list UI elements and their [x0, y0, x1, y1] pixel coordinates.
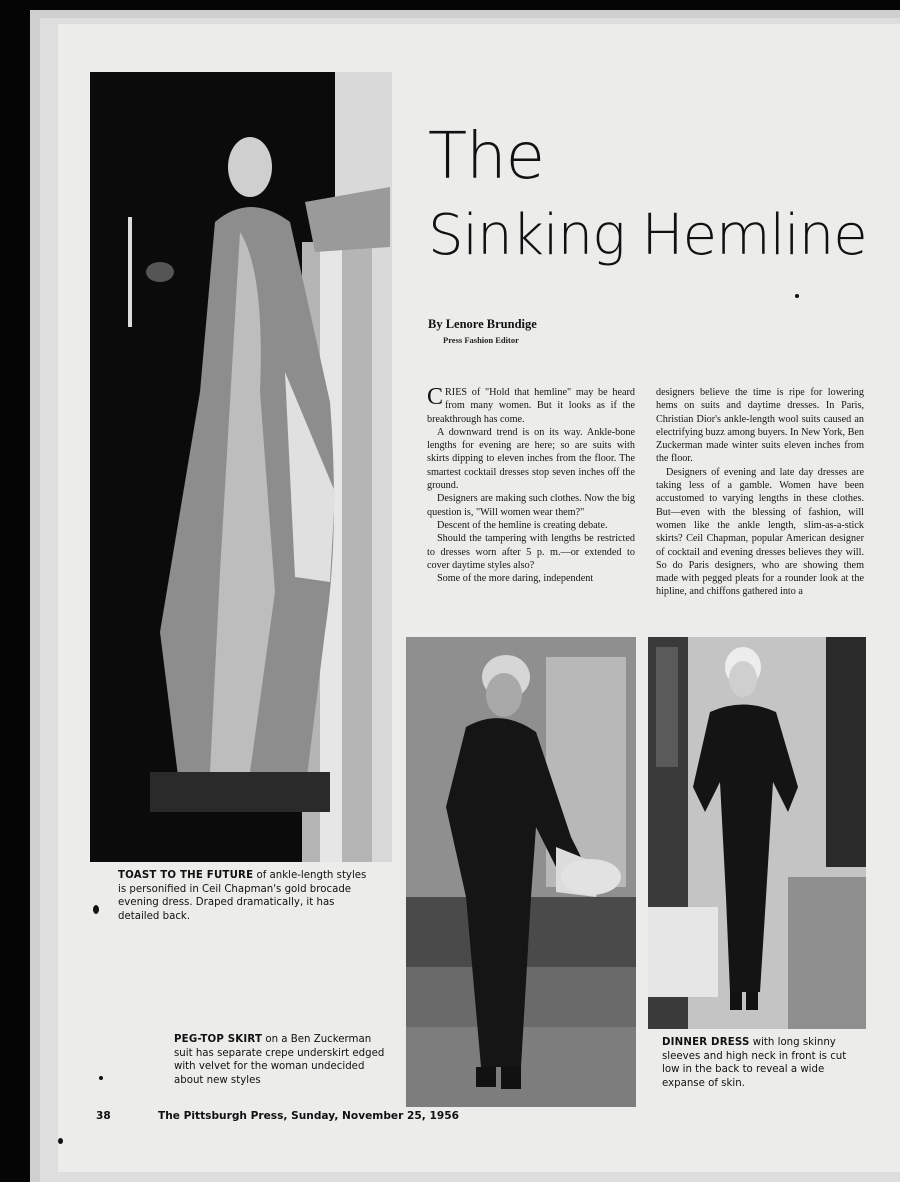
paragraph: Some of the more daring, independent: [437, 573, 594, 585]
ink-speck: [99, 1076, 103, 1080]
paragraph: Descent of the hemline is creating debate.: [437, 519, 608, 531]
caption-toast: [118, 869, 373, 923]
byline-role: Press Fashion Editor: [443, 335, 519, 345]
caption-text: on a Ben Zuckerman suit has separate crepe underskirt edged with velvet for the woman undecided about new styles: [174, 1034, 385, 1086]
caption-text: of ankle-length styles is personified in Ceil Chapman's gold brocade evening dress. Draped dramatically, it has detailed back.: [118, 870, 367, 922]
photo-dinner-dress: [648, 637, 866, 1029]
byline: By Lenore Brundige: [428, 317, 537, 331]
ink-speck: [58, 1138, 63, 1144]
photo-peg-top-skirt: [406, 637, 636, 1107]
paragraph: RIES of "Hold that hemline" may be heard from many women. But it looks as if the breakthrough has come.: [427, 387, 635, 425]
ink-speck: [93, 905, 99, 914]
page-number: 38: [96, 1110, 111, 1122]
paragraph: designers believe the time is ripe for lowering hems on suits and daytime dresses. In Paris, Christian Dior's ankle-length wool suits caused an electrifying buzz among buyers. In New York, Ben Zuckerman made winter suits eleven inches from the floor.: [656, 387, 864, 465]
drop-cap: C: [427, 384, 444, 410]
photo-evening-dress: [90, 72, 392, 862]
caption-dinner: [662, 1036, 866, 1090]
caption-text: with long skinny sleeves and high neck in front is cut low in the back to reveal a wide expanse of skin.: [662, 1037, 847, 1089]
caption-lead: DINNER DRESS: [662, 1037, 750, 1048]
article-column-2: [656, 386, 864, 599]
article-column-1: [427, 386, 635, 585]
headline-line-1: The: [428, 120, 545, 194]
caption-peg-top: [174, 1033, 392, 1087]
caption-lead: PEG-TOP SKIRT: [174, 1034, 263, 1045]
paragraph: Designers are making such clothes. Now the big question is, "Will women wear them?": [427, 493, 635, 518]
headline-line-2: Sinking Hemline: [428, 203, 867, 268]
paragraph: Should the tampering with lengths be restricted to dresses worn after 5 p. m.—or extended to cover daytime styles also?: [427, 533, 635, 571]
paragraph: Designers of evening and late day dresses are taking less of a gamble. Women have been accustomed to varying lengths in these clothes. But—even with the blessing of fashion, will women like the ankle length, slim-as-a-stick skirts? Ceil Chapman, popular American designer of cocktail and evening dresses believes they will. So do Paris designers, who are showing them made with pegged pleats for a rounder look at the hipline, and chiffons gathered into a: [656, 466, 864, 598]
ink-dot: [795, 294, 799, 298]
paragraph: A downward trend is on its way. Ankle-bone lengths for evening are here; so are suits with skirts dipping to eleven inches from the floor. The smartest cocktail dresses stop seven inches off the ground.: [427, 426, 635, 492]
dateline: The Pittsburgh Press, Sunday, November 25, 1956: [158, 1110, 459, 1122]
caption-lead: TOAST TO THE FUTURE: [118, 870, 254, 881]
